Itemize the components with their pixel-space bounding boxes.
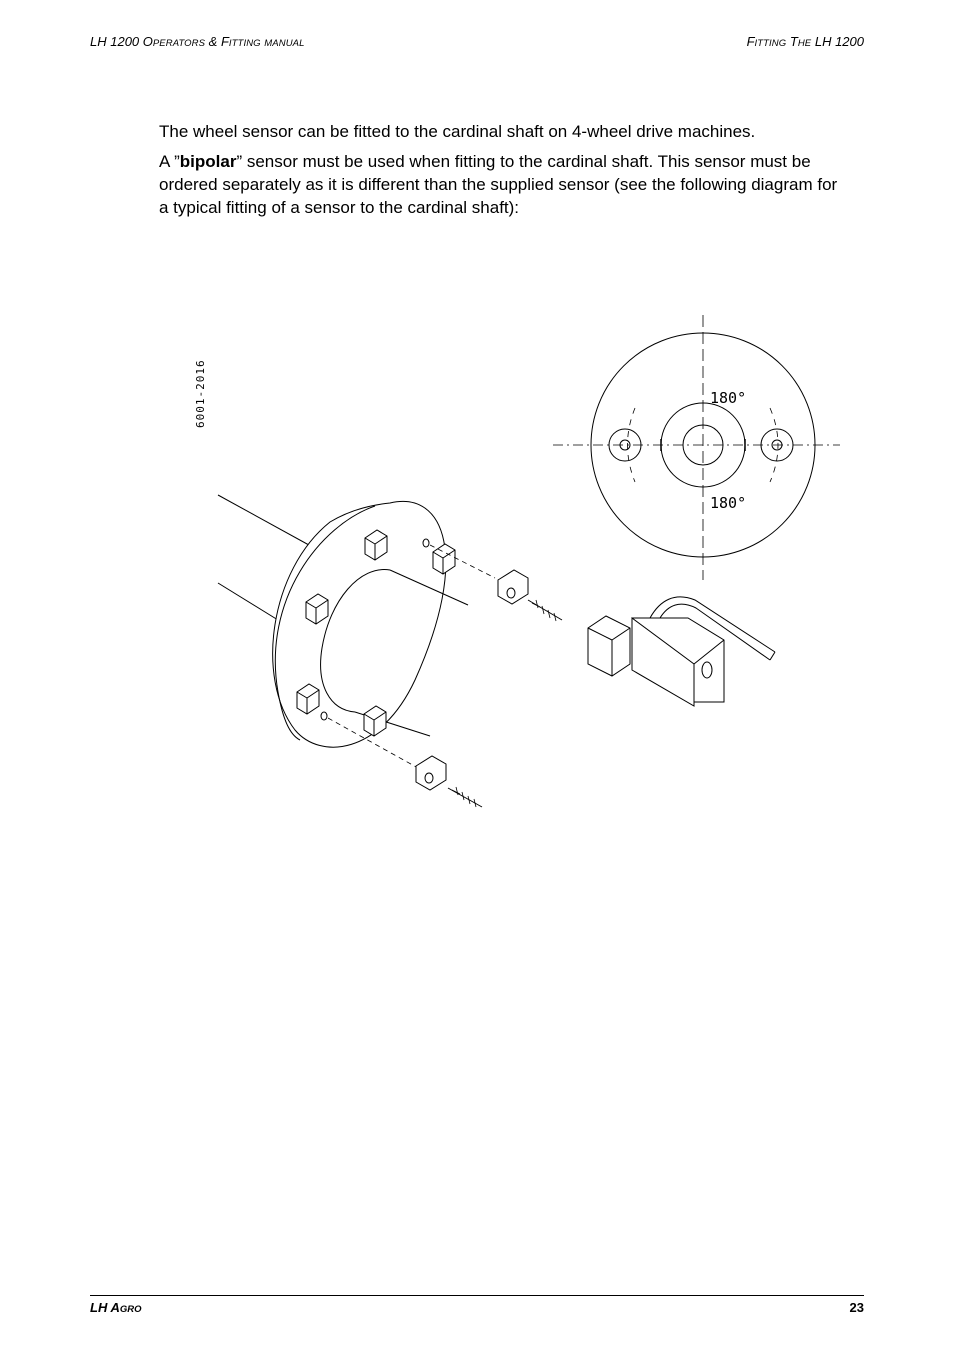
mounting-screw-upper [528,600,562,621]
footer-company-a: LH A [90,1300,120,1315]
header-left-text-b: PERATORS [152,38,206,49]
magnet-spacer-lower [416,756,446,790]
header-right-text-d: HE [797,38,812,49]
angle-label-bottom: 180° [710,494,747,512]
paragraph-2-bold: bipolar [179,152,237,171]
cardinal-shaft-assembly [218,495,495,768]
header-left-text-c: & F [205,34,229,49]
page-header [90,34,864,54]
header-right-text-e: LH 1200 [811,34,864,49]
angle-label-top: 180° [710,389,747,407]
header-left-text-e: MANUAL [264,38,305,49]
header-section-title [747,34,864,49]
magnet-spacer-upper [498,570,528,604]
header-left-text-a: LH 1200 O [90,34,153,49]
paragraph-2 [159,150,849,219]
header-left-text-d: ITTING [228,38,261,49]
sensor-fitting-diagram [150,300,850,820]
body-text [159,120,849,226]
header-right-text-c: T [786,34,798,49]
footer-company [90,1300,142,1315]
footer-company-b: GRO [119,1304,142,1315]
page-number: 23 [849,1300,864,1315]
sensor-bracket [588,597,775,706]
drawing-code: 6001-2016 [194,359,207,428]
flange-detail-view [553,315,840,580]
header-right-text-b: ITTING [754,38,787,49]
paragraph-2-pre: A ” [159,152,180,171]
header-manual-title [90,34,304,49]
paragraph-2-post: ” sensor must be used when fitting to the cardinal shaft. This sensor must be ordered separately as it is different than the supplied sensor (see the following diagram for a typical fitting of a sensor to the cardinal shaft): [159,152,838,217]
page-footer [90,1295,864,1320]
paragraph-1: The wheel sensor can be fitted to the cardinal shaft on 4-wheel drive machines. [159,122,756,141]
header-right-text-a: F [746,34,755,49]
mounting-screw-lower [448,787,482,807]
